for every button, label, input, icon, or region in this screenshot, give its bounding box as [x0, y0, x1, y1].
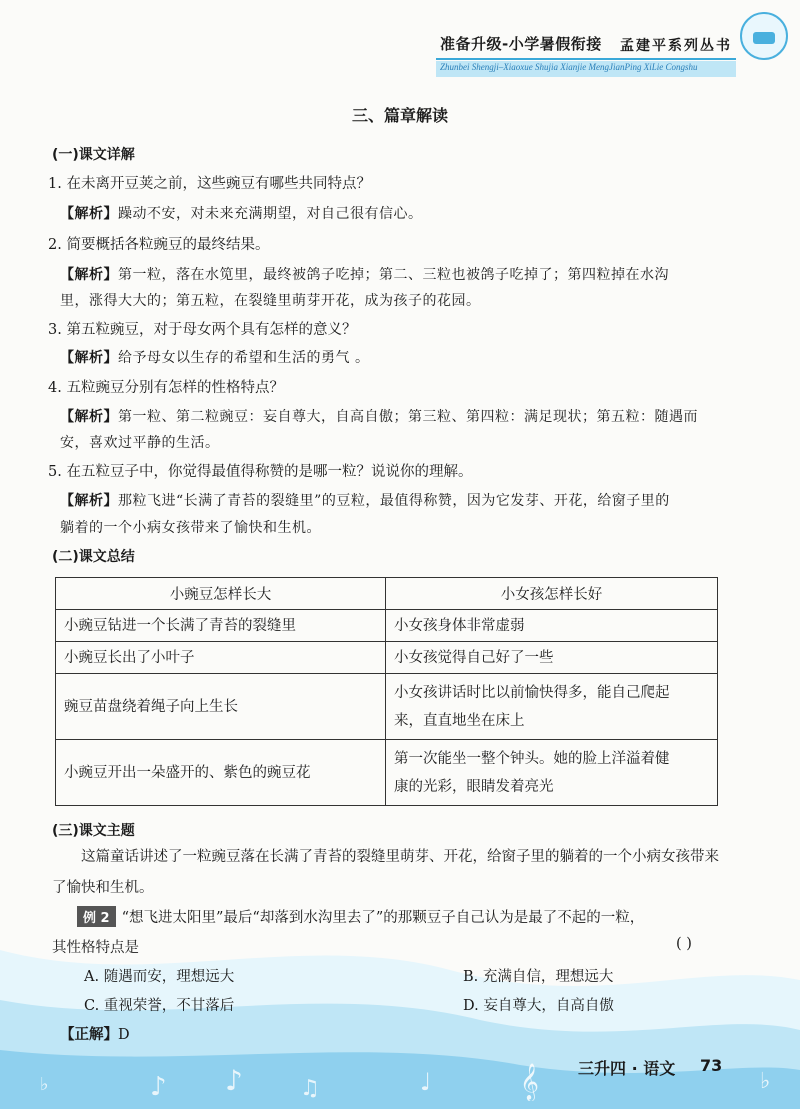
svg-text:♪: ♪ [225, 1064, 243, 1097]
table-row [56, 642, 718, 674]
header-divider [436, 58, 736, 60]
analysis-tag: 【解析】 [60, 206, 118, 222]
answer-parenthesis: ( ) [676, 936, 692, 952]
option-d: D. 妄自尊大，自高自傲 [463, 998, 614, 1014]
table-cell: 小豌豆钻进一个长满了青苔的裂缝里 [56, 610, 386, 642]
table-cell: 小女孩觉得自己好了一些 [386, 642, 718, 674]
table-row [56, 740, 718, 806]
table-cell [386, 740, 718, 806]
answer-2-line-2: 里，涨得大大的；第五粒，在裂缝里萌芽开花，成为孩子的花园。 [60, 293, 481, 309]
answer-3 [60, 347, 369, 367]
question-2: 2. 简要概括各粒豌豆的最终结果。 [48, 237, 270, 253]
svg-text:𝄞: 𝄞 [520, 1062, 539, 1100]
option-a: A. 随遇而安，理想远大 [84, 969, 235, 985]
table-row [56, 674, 718, 740]
svg-text:♫: ♫ [300, 1076, 320, 1101]
answer-5-line-2: 躺着的一个小病女孩带来了愉快和生机。 [60, 520, 321, 536]
answer-4-line-1: 第一粒、第二粒豌豆：妄自尊大，自高自傲；第三粒、第四粒：满足现状；第五粒：随遇而 [118, 409, 698, 425]
table-cell-line: 来，直直地坐在床上 [394, 712, 525, 729]
table-row [56, 610, 718, 642]
correct-answer [60, 1023, 130, 1044]
footer-label: 三升四 · 语文 [578, 1059, 676, 1078]
table-cell-line: 第一次能坐一整个钟头。她的脸上洋溢着健 [394, 750, 670, 767]
answer-3-line-1: 给予母女以生存的希望和生活的勇气 。 [118, 350, 370, 366]
table-cell [386, 674, 718, 740]
table-header: 小女孩怎样长好 [386, 578, 718, 610]
publisher-logo-icon [740, 12, 788, 60]
question-5: 5. 在五粒豆子中，你觉得最值得称赞的是哪一粒？说说你的理解。 [48, 464, 473, 480]
section-title: 三、篇章解读 [351, 106, 448, 125]
question-3: 3. 第五粒豌豆，对于母女两个具有怎样的意义？ [48, 322, 357, 338]
analysis-tag: 【解析】 [60, 409, 118, 425]
analysis-tag: 【解析】 [60, 267, 118, 283]
answer-value: D [118, 1027, 130, 1043]
example-question-text: “想飞进太阳里”最后“却落到水沟里去了”的那颗豆子自己认为是最了不起的一粒， [121, 910, 645, 926]
header-pinyin: Zhunbei Shengji–Xiaoxue Shujia Xianjie MengJianPing XiLie Congshu [440, 62, 698, 72]
summary-table [55, 577, 718, 806]
answer-1 [60, 203, 423, 223]
theme-paragraph: 这篇童话讲述了一粒豌豆落在长满了青苔的裂缝里萌芽、开花，给窗子里的躺着的一个小病女孩带来了愉快和生机。 [52, 849, 719, 896]
option-c: C. 重视荣誉，不甘落后 [84, 998, 235, 1014]
table-cell-line: 小女孩讲话时比以前愉快得多，能自己爬起 [394, 684, 670, 701]
question-4: 4. 五粒豌豆分别有怎样的性格特点？ [48, 380, 284, 396]
example-question-line-1 [77, 906, 644, 927]
table-header-row [56, 578, 718, 610]
example-badge: 例 2 [77, 906, 116, 927]
answer-1-line-1: 躁动不安，对未来充满期望，对自己很有信心。 [118, 206, 423, 222]
analysis-tag: 【解析】 [60, 350, 118, 366]
answer-5 [60, 490, 670, 510]
svg-text:♭: ♭ [40, 1074, 49, 1095]
analysis-tag: 【解析】 [60, 493, 118, 509]
answer-2 [60, 264, 669, 284]
svg-text:♩: ♩ [420, 1068, 432, 1096]
part2-heading: (二)课文总结 [52, 549, 135, 565]
svg-text:♪: ♪ [150, 1072, 167, 1102]
table-cell: 小女孩身体非常虚弱 [386, 610, 718, 642]
table-cell: 小豌豆长出了小叶子 [56, 642, 386, 674]
option-b: B. 充满自信，理想远大 [463, 969, 614, 985]
part1-heading: (一)课文详解 [52, 147, 135, 163]
answer-2-line-1: 第一粒，落在水笕里，最终被鸽子吃掉；第二、三粒也被鸽子吃掉了；第四粒掉在水沟 [118, 267, 669, 283]
table-header: 小豌豆怎样长大 [56, 578, 386, 610]
example-question-line-2: 其性格特点是 [52, 940, 139, 956]
table-cell: 豌豆苗盘绕着绳子向上生长 [56, 674, 386, 740]
question-1: 1. 在未离开豆荚之前，这些豌豆有哪些共同特点？ [48, 176, 371, 192]
answer-tag: 【正解】 [60, 1027, 118, 1043]
answer-4-line-2: 安，喜欢过平静的生活。 [60, 435, 220, 451]
table-cell-line: 康的光彩，眼睛发着亮光 [394, 778, 554, 795]
header-series: 准备升级-小学暑假衔接 [440, 35, 602, 53]
answer-4 [60, 406, 698, 426]
part3-heading: (三)课文主题 [52, 823, 135, 839]
page-number: 73 [700, 1056, 723, 1075]
answer-5-line-1: 那粒飞进“长满了青苔的裂缝里”的豆粒，最值得称赞，因为它发芽、开花，给窗子里的 [118, 493, 670, 509]
svg-text:♭: ♭ [760, 1069, 771, 1094]
header-book: 孟建平系列丛书 [620, 38, 732, 54]
table-cell: 小豌豆开出一朵盛开的、紫色的豌豆花 [56, 740, 386, 806]
